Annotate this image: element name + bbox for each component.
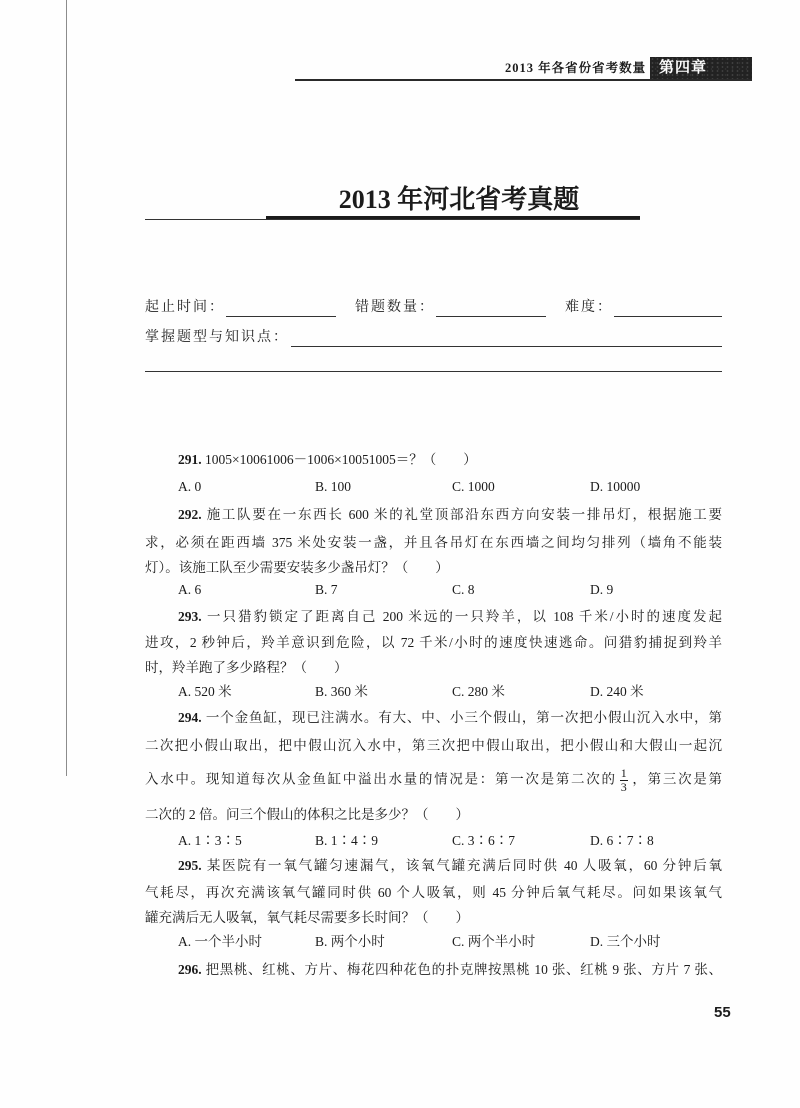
q295-option-b: B. 两个小时	[315, 934, 385, 949]
q292-line-2: 求，必须在距西墙 375 米处安装一盏，并且各吊灯在东西墙之间均匀排列（墙角不能装	[145, 535, 722, 550]
fraction-numerator: 1	[620, 766, 627, 780]
q295-line-2: 气耗尽，再次充满该氧气罐同时供 60 个人吸氧，则 45 分钟后氧气耗尽。问如果该氧气	[145, 885, 722, 900]
q294-line-1	[178, 707, 722, 729]
q294-option-a: A. 1∶3∶5	[178, 833, 242, 848]
question-number: 292.	[178, 507, 202, 522]
q296-line-1	[178, 959, 722, 981]
q292-option-a: A. 6	[178, 582, 202, 597]
question-number: 295.	[178, 858, 202, 873]
q291-option-d: D. 10000	[590, 479, 641, 494]
q292-option-b: B. 7	[315, 582, 338, 597]
difficulty-label: 难度：	[565, 300, 613, 315]
knowledge-blank	[291, 346, 722, 347]
page-number: 55	[714, 1004, 731, 1021]
q295-option-c: C. 两个半小时	[452, 934, 536, 949]
q293-option-b: B. 360 米	[315, 684, 368, 699]
q293-option-a: A. 520 米	[178, 684, 232, 699]
q291-option-c: C. 1000	[452, 479, 495, 494]
q294-line-3-before: 入水中。现知道每次从金鱼缸中溢出水量的情况是：第一次是第二次的	[145, 771, 617, 787]
q291-line-1	[178, 449, 722, 471]
q293-text-1: 一只猎豹锁定了距离自己 200 米远的一只羚羊，以 108 千米/小时的速度发起	[207, 609, 723, 624]
q294-line-2: 二次把小假山取出，把中假山沉入水中，第三次把中假山取出，把小假山和大假山一起沉	[145, 738, 722, 753]
question-number: 296.	[178, 962, 202, 977]
q292-option-c: C. 8	[452, 582, 475, 597]
q294-text-1: 一个金鱼缸，现已注满水。有大、中、小三个假山，第一次把小假山沉入水中，第	[205, 710, 723, 725]
q294-option-d: D. 6∶7∶8	[590, 833, 654, 848]
q293-option-d: D. 240 米	[590, 684, 644, 699]
knowledge-label: 掌握题型与知识点：	[145, 330, 289, 345]
chapter-badge	[650, 57, 752, 79]
q295-line-1	[178, 855, 722, 877]
knowledge-blank-extra	[145, 371, 722, 372]
running-header-title: 2013 年各省份省考数量	[505, 61, 647, 75]
q295-line-3: 罐充满后无人吸氧，氧气耗尽需要多长时间？（ ）	[145, 910, 469, 925]
q292-text-1: 施工队要在一东西长 600 米的礼堂顶部沿东西方向安装一排吊灯，根据施工要	[206, 507, 723, 522]
q292-line-1	[178, 504, 722, 526]
q294-line-3	[145, 767, 722, 794]
q293-line-1	[178, 606, 722, 628]
title-rule-thin	[145, 219, 640, 220]
fraction-denominator: 3	[620, 780, 627, 794]
q295-option-a: A. 一个半小时	[178, 934, 262, 949]
q294-option-c: C. 3∶6∶7	[452, 833, 516, 848]
question-number: 293.	[178, 609, 202, 624]
fraction-one-third	[620, 767, 628, 794]
page-title: 2013 年河北省考真题	[338, 185, 580, 214]
q295-option-d: D. 三个小时	[590, 934, 661, 949]
q293-line-2: 进攻，2 秒钟后，羚羊意识到危险，以 72 千米/小时的速度快速逃命。问猎豹捕捉到羚羊	[145, 635, 722, 650]
q295-text-1: 某医院有一氧气罐匀速漏气，该氧气罐充满后同时供 40 人吸氧，60 分钟后氧	[206, 858, 723, 873]
q292-option-d: D. 9	[590, 582, 614, 597]
difficulty-blank	[614, 316, 722, 317]
question-number: 291.	[178, 452, 202, 467]
q291-option-a: A. 0	[178, 479, 202, 494]
q294-option-b: B. 1∶4∶9	[315, 833, 379, 848]
errors-blank	[436, 316, 546, 317]
q296-text-1: 把黑桃、红桃、方片、梅花四种花色的扑克牌按黑桃 10 张、红桃 9 张、方片 7 张、	[205, 962, 723, 977]
question-number: 294.	[178, 710, 202, 725]
q293-line-3: 时，羚羊跑了多少路程？（ ）	[145, 660, 348, 675]
header-rule	[295, 79, 752, 81]
q294-line-4: 二次的 2 倍。问三个假山的体积之比是多少？（ ）	[145, 807, 469, 822]
q294-line-3-after: ，第三次是第	[630, 771, 723, 787]
q291-option-b: B. 100	[315, 479, 352, 494]
binding-edge-line	[66, 0, 67, 776]
title-rule-thick	[266, 216, 640, 219]
chapter-label: 第四章	[659, 60, 708, 76]
time-label: 起止时间：	[145, 300, 225, 315]
q292-line-3: 灯）。该施工队至少需要安装多少盏吊灯？（ ）	[145, 560, 449, 575]
time-blank	[226, 316, 336, 317]
errors-label: 错题数量：	[355, 300, 435, 315]
q293-option-c: C. 280 米	[452, 684, 505, 699]
q291-text: 1005×10061006－1006×10051005＝？（ ）	[205, 452, 477, 467]
